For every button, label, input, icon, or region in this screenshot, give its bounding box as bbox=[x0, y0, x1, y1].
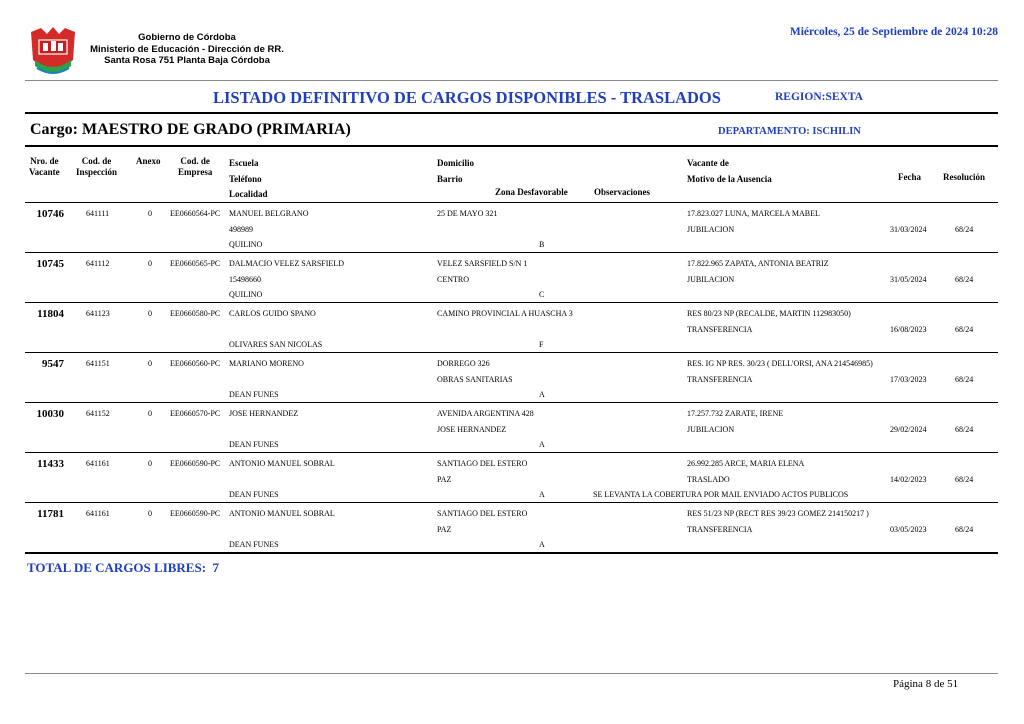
page-number: Página 8 de 51 bbox=[893, 678, 959, 690]
table-cell-emp: EE0660560-PC bbox=[170, 359, 221, 368]
table-cell-localidad: DEAN FUNES bbox=[229, 440, 279, 449]
table-cell-vacante: 17.823.027 LUNA, MARCELA MABEL bbox=[687, 209, 820, 218]
nro-vacante-cell: 11781 bbox=[37, 508, 64, 520]
cordoba-coat-of-arms-icon bbox=[27, 24, 79, 80]
table-cell-res: 68/24 bbox=[955, 424, 974, 434]
table-cell-res: 68/24 bbox=[955, 324, 974, 334]
org-department: Ministerio de Educación - Dirección de RR. bbox=[90, 43, 284, 55]
table-cell-anexo: 0 bbox=[148, 309, 152, 318]
col-anexo: Anexo bbox=[136, 156, 161, 166]
nro-vacante-cell: 11433 bbox=[37, 458, 64, 470]
table-cell-insp: 641161 bbox=[86, 509, 110, 518]
table-cell-res: 68/24 bbox=[955, 474, 974, 484]
row-separator bbox=[25, 552, 998, 554]
table-cell-anexo: 0 bbox=[148, 459, 152, 468]
cargo-heading bbox=[30, 121, 351, 139]
table-cell-escuela: ANTONIO MANUEL SOBRAL bbox=[229, 459, 335, 468]
table-cell-zona: B bbox=[539, 240, 545, 249]
table-cell-escuela: CARLOS GUIDO SPANO bbox=[229, 309, 316, 318]
table-cell-localidad: QUILINO bbox=[229, 240, 263, 249]
nro-vacante-cell: 9547 bbox=[42, 358, 64, 370]
table-cell-escuela: ANTONIO MANUEL SOBRAL bbox=[229, 509, 335, 518]
report-title: LISTADO DEFINITIVO DE CARGOS DISPONIBLES - TRASLADOS bbox=[213, 88, 721, 107]
table-cell-fecha: 14/02/2023 bbox=[890, 474, 927, 484]
table-cell-fecha: 29/02/2024 bbox=[890, 424, 927, 434]
table-cell-localidad: DEAN FUNES bbox=[229, 490, 279, 499]
row-separator bbox=[25, 302, 998, 303]
table-cell-obs: SE LEVANTA LA COBERTURA POR MAIL ENVIADO ACTOS PUBLICOS bbox=[593, 490, 849, 499]
row-separator bbox=[25, 352, 998, 353]
row-separator bbox=[25, 502, 998, 503]
col-resolucion: Resolución bbox=[943, 172, 986, 182]
col-domicilio: Domicilio Barrio bbox=[437, 158, 474, 184]
nro-vacante-cell: 10746 bbox=[36, 208, 64, 220]
table-cell-domicilio: SANTIAGO DEL ESTERO bbox=[437, 509, 528, 518]
table-cell-domicilio: CAMINO PROVINCIAL A HUASCHA 3 bbox=[437, 309, 573, 318]
table-cell-domicilio: VELEZ SARSFIELD S/N 1 bbox=[437, 259, 528, 268]
col-zona-desfavorable: Zona Desfavorable bbox=[495, 187, 568, 197]
table-cell-telefono: 15498660 bbox=[229, 274, 261, 284]
table-cell-res: 68/24 bbox=[955, 274, 974, 284]
table-cell-vacante: 17.257.732 ZARATE, IRENE bbox=[687, 409, 784, 418]
table-cell-insp: 641161 bbox=[86, 459, 110, 468]
nro-vacante-cell: 10745 bbox=[36, 258, 64, 270]
row-separator bbox=[25, 402, 998, 403]
table-cell-anexo: 0 bbox=[148, 259, 152, 268]
table-cell-vacante: RES 51/23 NP (RECT RES 39/23 GOMEZ 214150217 ) bbox=[687, 509, 869, 518]
table-cell-motivo: TRANSFERENCIA bbox=[687, 524, 753, 534]
table-cell-barrio: PAZ bbox=[437, 474, 452, 484]
table-cell-localidad: DEAN FUNES bbox=[229, 540, 279, 549]
table-cell-localidad: DEAN FUNES bbox=[229, 390, 279, 399]
table-cell-domicilio: DORREGO 326 bbox=[437, 359, 490, 368]
table-cell-escuela: JOSE HERNANDEZ bbox=[229, 409, 299, 418]
table-cell-barrio: JOSE HERNANDEZ bbox=[437, 424, 507, 434]
table-cell-zona: F bbox=[539, 340, 544, 349]
table-cell-escuela: MANUEL BELGRANO bbox=[229, 209, 309, 218]
departamento-label: DEPARTAMENTO: ISCHILIN bbox=[718, 126, 861, 137]
table-cell-fecha: 17/03/2023 bbox=[890, 374, 927, 384]
region-label: REGION:SEXTA bbox=[775, 91, 863, 103]
col-fecha: Fecha bbox=[898, 172, 921, 182]
table-cell-motivo: JUBILACION bbox=[687, 424, 735, 434]
table-cell-res: 68/24 bbox=[955, 374, 974, 384]
nro-vacante-cell: 11804 bbox=[37, 308, 64, 320]
table-cell-insp: 641112 bbox=[86, 259, 110, 268]
table-cell-fecha: 03/05/2023 bbox=[890, 524, 927, 534]
col-cod-inspeccion: Cod. de Inspección bbox=[76, 156, 118, 177]
table-cell-barrio: OBRAS SANITARIAS bbox=[437, 374, 513, 384]
cargo-label: Cargo: bbox=[30, 121, 78, 138]
col-observaciones: Observaciones bbox=[594, 187, 650, 197]
col-cod-empresa: Cod. de Empresa bbox=[178, 156, 213, 177]
table-cell-fecha: 31/03/2024 bbox=[890, 224, 927, 234]
col-nro-vacante: Nro. de Vacante bbox=[29, 156, 60, 177]
row-separator bbox=[25, 452, 998, 453]
col-escuela: Escuela Teléfono Localidad bbox=[229, 158, 268, 199]
nro-vacante-cell: 10030 bbox=[36, 408, 64, 420]
table-cell-domicilio: SANTIAGO DEL ESTERO bbox=[437, 459, 528, 468]
report-datetime: Miércoles, 25 de Septiembre de 2024 10:28 bbox=[789, 26, 998, 38]
table-cell-zona: A bbox=[539, 390, 545, 399]
org-name: Gobierno de Córdoba bbox=[138, 32, 236, 43]
table-cell-zona: A bbox=[539, 540, 545, 549]
table-cell-emp: EE0660564-PC bbox=[170, 209, 221, 218]
table-cell-telefono: 498989 bbox=[229, 224, 253, 234]
table-cell-emp: EE0660565-PC bbox=[170, 259, 221, 268]
table-cell-emp: EE0660590-PC bbox=[170, 459, 221, 468]
table-cell-anexo: 0 bbox=[148, 359, 152, 368]
table-cell-emp: EE0660580-PC bbox=[170, 309, 221, 318]
table-cell-insp: 641123 bbox=[86, 309, 110, 318]
table-cell-barrio: CENTRO bbox=[437, 274, 469, 284]
table-cell-barrio: PAZ bbox=[437, 524, 452, 534]
table-cell-vacante: 17.822.965 ZAPATA, ANTONIA BEATRIZ bbox=[687, 259, 829, 268]
table-cell-res: 68/24 bbox=[955, 524, 974, 534]
total-cargos-libres: TOTAL DE CARGOS LIBRES: 7 bbox=[27, 560, 220, 575]
table-cell-escuela: DALMACIO VELEZ SARSFIELD bbox=[229, 259, 344, 268]
table-cell-insp: 641151 bbox=[86, 359, 110, 368]
table-cell-anexo: 0 bbox=[148, 209, 152, 218]
org-address: Santa Rosa 751 Planta Baja Córdoba bbox=[104, 55, 270, 66]
table-cell-insp: 641152 bbox=[86, 409, 110, 418]
table-cell-zona: C bbox=[539, 290, 545, 299]
table-cell-motivo: TRANSFERENCIA bbox=[687, 324, 753, 334]
table-cell-localidad: OLIVARES SAN NICOLAS bbox=[229, 340, 323, 349]
table-cell-motivo: JUBILACION bbox=[687, 274, 735, 284]
table-cell-domicilio: AVENIDA ARGENTINA 428 bbox=[437, 409, 534, 418]
row-separator bbox=[25, 252, 998, 253]
table-cell-vacante: RES. IG NP RES. 30/23 ( DELL'ORSI, ANA 214546985) bbox=[687, 359, 873, 368]
cargo-value: MAESTRO DE GRADO (PRIMARIA) bbox=[81, 121, 351, 138]
table-cell-zona: A bbox=[539, 490, 545, 499]
col-vacante: Vacante de Motivo de la Ausencia bbox=[687, 158, 772, 184]
table-cell-localidad: QUILINO bbox=[229, 290, 263, 299]
table-cell-fecha: 31/05/2024 bbox=[890, 274, 927, 284]
table-cell-anexo: 0 bbox=[148, 409, 152, 418]
table-cell-fecha: 16/08/2023 bbox=[890, 324, 927, 334]
table-cell-emp: EE0660590-PC bbox=[170, 509, 221, 518]
table-cell-vacante: RES 80/23 NP (RECALDE, MARTIN 112983050) bbox=[687, 309, 851, 318]
table-cell-insp: 641111 bbox=[86, 209, 110, 218]
table-cell-res: 68/24 bbox=[955, 224, 974, 234]
table-cell-motivo: TRANSFERENCIA bbox=[687, 374, 753, 384]
table-cell-anexo: 0 bbox=[148, 509, 152, 518]
table-cell-vacante: 26.992.285 ARCE, MARIA ELENA bbox=[687, 459, 805, 468]
table-cell-emp: EE0660570-PC bbox=[170, 409, 221, 418]
table-cell-domicilio: 25 DE MAYO 321 bbox=[437, 209, 498, 218]
table-cell-motivo: TRASLADO bbox=[687, 474, 730, 484]
table-cell-zona: A bbox=[539, 440, 545, 449]
table-cell-motivo: JUBILACION bbox=[687, 224, 735, 234]
table-cell-escuela: MARIANO MORENO bbox=[229, 359, 304, 368]
